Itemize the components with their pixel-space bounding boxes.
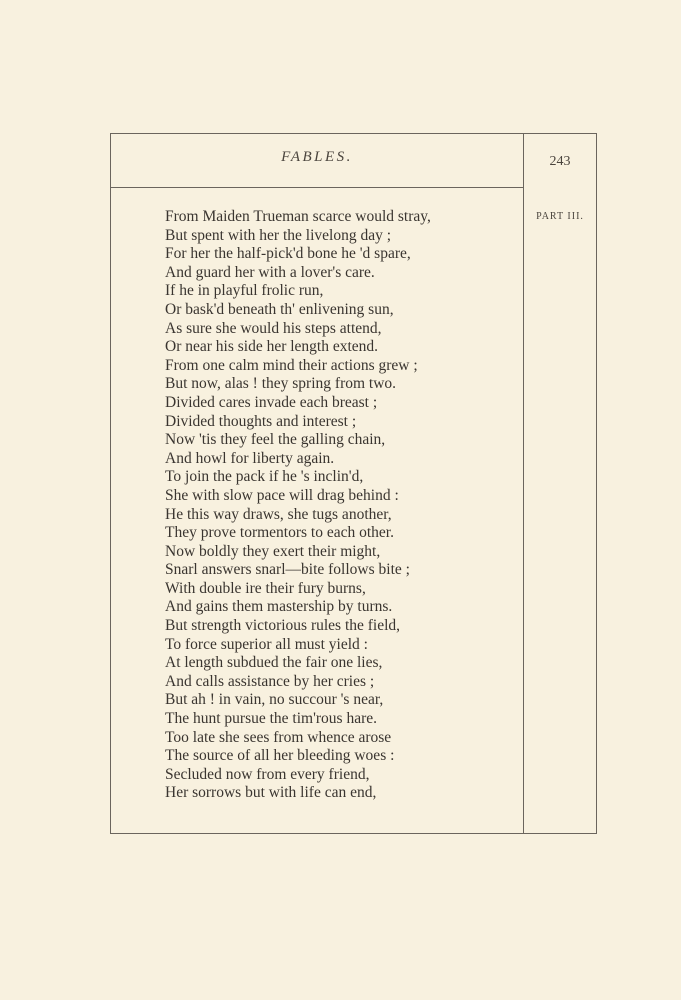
poem-line: He this way draws, she tugs another, [165, 505, 392, 523]
poem-line: Secluded now from every friend, [165, 765, 370, 783]
poem-line: Or bask'd beneath th' enlivening sun, [165, 300, 394, 318]
poem-line: Now 'tis they feel the galling chain, [165, 431, 386, 449]
poem-line: Divided cares invade each breast ; [165, 393, 378, 411]
poem-line: Now boldly they exert their might, [165, 542, 381, 560]
poem-line: And gains them mastership by turns. [165, 598, 393, 616]
poem-line: But ah ! in vain, no succour 's near, [165, 691, 384, 709]
poem-line: Divided thoughts and interest ; [165, 412, 357, 430]
header-divider-rule [110, 187, 524, 188]
margin-side-note: PART III. [536, 211, 584, 222]
poem-line: But strength victorious rules the field, [165, 617, 401, 635]
poem-line: For her the half-pick'd bone he 'd spare, [165, 245, 411, 263]
poem-text [165, 208, 515, 803]
poem-line: Too late she sees from whence arose [165, 728, 392, 746]
margin-gutter-rule [523, 133, 524, 833]
poem-line: As sure she would his steps attend, [165, 319, 382, 337]
poem-line: And howl for liberty again. [165, 449, 335, 467]
poem-line: And guard her with a lover's care. [165, 263, 375, 281]
poem-line: The source of all her bleeding woes : [165, 747, 395, 765]
poem-line: At length subdued the fair one lies, [165, 654, 383, 672]
poem-line: Snarl answers snarl—bite follows bite ; [165, 561, 410, 579]
poem-line: To join the pack if he 's inclin'd, [165, 468, 364, 486]
poem-line: She with slow pace will drag behind : [165, 486, 399, 504]
frame-bottom-rule [110, 833, 597, 834]
poem-line: From one calm mind their actions grew ; [165, 356, 418, 374]
frame-right-rule [596, 133, 597, 833]
poem-line: Or near his side her length extend. [165, 338, 379, 356]
poem-line: They prove tormentors to each other. [165, 524, 394, 542]
running-title: FABLES. [281, 149, 353, 165]
poem-line: And calls assistance by her cries ; [165, 672, 375, 690]
poem-line: To force superior all must yield : [165, 635, 368, 653]
poem-line: But now, alas ! they spring from two. [165, 375, 397, 393]
poem-line: The hunt pursue the tim'rous hare. [165, 710, 377, 728]
frame-left-rule [110, 133, 111, 833]
poem-line: But spent with her the livelong day ; [165, 226, 392, 244]
poem-line: Her sorrows but with life can end, [165, 784, 377, 802]
page-number: 243 [549, 154, 571, 169]
poem-line: From Maiden Trueman scarce would stray, [165, 208, 431, 225]
poem-line: If he in playful frolic run, [165, 282, 324, 300]
poem-line: With double ire their fury burns, [165, 579, 366, 597]
